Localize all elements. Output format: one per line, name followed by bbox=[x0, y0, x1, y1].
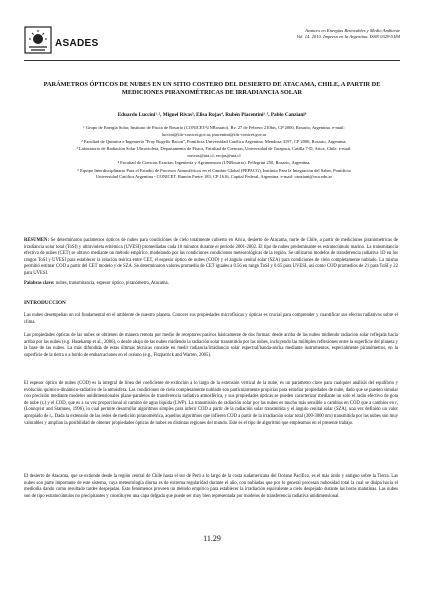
asades-logo bbox=[24, 26, 98, 54]
affiliation-item: ² Facultad de Química e Ingeniería "Fray Rogelio Bacon", Pontificia Universidad Católica Argentina. Mendoza 4197, CP 2000, Rosario, Argentina. bbox=[81, 139, 347, 144]
section-heading-introduction: INTRODUCCION bbox=[24, 300, 66, 306]
keywords bbox=[24, 281, 398, 288]
paper-title: PARÁMETROS ÓPTICOS DE NUBES EN UN SITIO COSTERO DEL DESIERTO DE ATACAMA, CHILE, A PARTIR DE MEDICIONES PIRANOMÉTRICAS DE IRRADIANCIA SOLAR bbox=[43, 81, 381, 96]
journal-line-2: Vol. 14, 2010. Impreso en la Argentina. ISSN 0329-5184 bbox=[296, 34, 400, 40]
affiliation-item: ¹ Grupo de Energía Solar, Instituto de Física de Rosario (CONICET-UNRosario). Bv. 27 de Febrero 210bis, CP 2000, Rosario, Argentina. e-mail: luccini@ifir-conicet.gov.ar, piacentini@ifir-conicet.gov.ar bbox=[83, 125, 345, 137]
affiliation-item: ⁴ Facultad de Ciencias Exactas, Ingeniería y Agrimensura (UNRosario). Pellegrini 250, Rosario, Argentina. bbox=[117, 160, 311, 166]
keywords-text: nubes, transmitancia, espesor óptico, piranómetro, Atacama. bbox=[54, 281, 169, 286]
body-paragraph: El espesor óptico de nubes (COD) es la integral de línea del coeficiente de extinción a lo largo de la extensión vertical de la nube, es un parámetro clave para cualquier análisis del equilibrio y evolución químico-dinámico-radiativo de la atmósfera. Las condiciones de cielo completamente nublado son particularmente propicias para estudiar propiedades de nube, dado que se pueden simular con precisión mediante modelos unidimensionales plano-paralelos de transferencia radiativa atmosférica, y sus propiedades ópticas se pueden caracterizar mediante un solo el radio efectivo de gota de nube (rₑ) y el COD, que es a su vez proporcional al camino de agua líquida (LWP). La transmisión de radiación solar por las nubes es mucho más sensible a cambios en COD que a cambios en rₑ (Lonnqvist and Stamnes, 1996), lo cual permite desarrollar algoritmos simples para inferir COD a partir de la radiación solar transmitida y el ángulo cenital solar (SZA), una vez definido un valor apropiado de rₑ. Dada la extensión de las redes de medición piranométrica, aquellos algoritmos que infieren COD a partir de la irradiación solar total (300-3000 nm) transmitida por las nubes son muy valorables y amplían la posibilidad de obtener propiedades ópticas de nubes en distintas regiones del mundo. Este es el tipo de algoritmo que empleamos en el presente trabajo. bbox=[24, 381, 398, 426]
keywords-label: Palabras clave: bbox=[24, 281, 55, 286]
body-paragraph: Las propiedades ópticas de las nubes se obtienen de manera remota por medio de receptores pasivos básicamente de dos formas: desde arriba de las nubes midiendo radiación solar reflejada hacia arriba por las nubes (e.g. Hasekamp et al., 2006), o desde abajo de las nubes midiendo la radiación solar transmitida por las nubes, incluyendo las múltiples reflexiones entre la superficie del planeta y la base de las nubes. La más difundida de estas últimas técnicas consiste en medir radiancia/irradiancia solar espectral/banda-ancha mediante instrumentos, especialmente piranómetros, en la superficie de la tierra o a bordo de embarcaciones en el océano (e.g., Fitzpatrick and Warren, 2005). bbox=[24, 333, 398, 358]
body-paragraph: El desierto de Atacama, que se extiende desde la región central de Chile hasta el sur de Perú a lo largo de la costa sudamericana del Océano Pacífico, es el más árido y antiguo sobre la Tierra. Las nubes son parte importante de este sistema, cuya meteorología diurna es de extrema regularidad durante el año, con nubladas que por lo general procesan nubosidad total la cual se disipa hacia el mediodía dando como resultado tardes despejadas. Esto fenómenos proveen un método empírico para establecer la irradiación equivalente a cielo despejado durante las horas matutinas. Las nubes son de tipo estratocúmulos no precipitantes y constituyen una capa delgada que puede ser muy bien representada por modelos de transferencia radiativa unidimensional. bbox=[24, 474, 398, 499]
abstract bbox=[24, 238, 398, 278]
body-paragraph: Las nubes desempeñan un rol fundamental en el ambiente de nuestro planeta. Conocer sus propiedades microfísicas y ópticas es crucial para comprender y cuantificar sus efectos radiativos sobre el clima. bbox=[24, 313, 398, 325]
journal-line-1: Avances en Energías Renovables y Medio Ambiente bbox=[305, 28, 400, 33]
abstract-label: RESUMEN: bbox=[24, 238, 50, 243]
author-list: Eduardo Luccini¹˒², Miguel Rivas³, Elisa Rojas⁴, Rubén Piacentini¹˒⁵, Pablo Canziani⁶ bbox=[117, 112, 307, 118]
journal-citation bbox=[190, 28, 400, 41]
affiliation-list bbox=[74, 125, 354, 182]
logo-text: ASADES bbox=[55, 37, 99, 49]
sun-logo-icon bbox=[24, 26, 52, 54]
affiliation-item: ⁵ Equipo Interdisciplinario Para el Estudio de Procesos Atmosféricos en el Cambio Global (PEPACG), Instituto Para la Integración del Saber, Pontificia Universidad Católica Argentina - CONICET. Ramón Freire 183, CP 1616, Capital Federal, Argentina. e-mail: canziani@uca.edu.ar bbox=[77, 167, 351, 180]
affiliation-item: ³ Laboratorio de Radiación Solar Ultravioleta, Departamento de Física, Facultad de Ciencias, Universidad de Tarapacá, Casilla 7-D, Arica, Chile. e-mail: mrivas@uta.cl, erojas@uta.cl bbox=[76, 146, 352, 158]
page-number: 11.29 bbox=[203, 534, 221, 543]
header-divider bbox=[24, 60, 400, 61]
journal-header bbox=[24, 24, 400, 56]
abstract-text: Se determinaron parámetros ópticos de nubes para condiciones de cielo totalmente cubierto en Arica, desierto de Atacama, norte de Chile, a partir de mediciones piranométricas de irradiancia solar total (ToSI) y ultravioleta eritémica (UVESI) promediadas cada 10 minutos durante el período 2001-2002. El tipo de nubes predominante es estratocúmulo marino. La transmitancia efectiva de nubes (CET) se obtuvo mediante un método empírico, modelando por las condiciones condiciones meteorológicas de la región. Se utilizaron modelos de transferencia radiativa 1D en los rangos ToSI y UVESI para establecer la relación teórica entre CET, el espesor óptico de nubes (COD) y el ángulo cenital solar (SZA) para condiciones de cielo completamente nublado. La misma permitió estimar COD a partir del CET modelo y de SZA. Se determinaron valores promedio de CET iguales a 0.56 en rango ToSI y 0.65 para UVESI, así como COD promedios de 21 para ToSI y 22 para UVESI. bbox=[24, 238, 398, 276]
